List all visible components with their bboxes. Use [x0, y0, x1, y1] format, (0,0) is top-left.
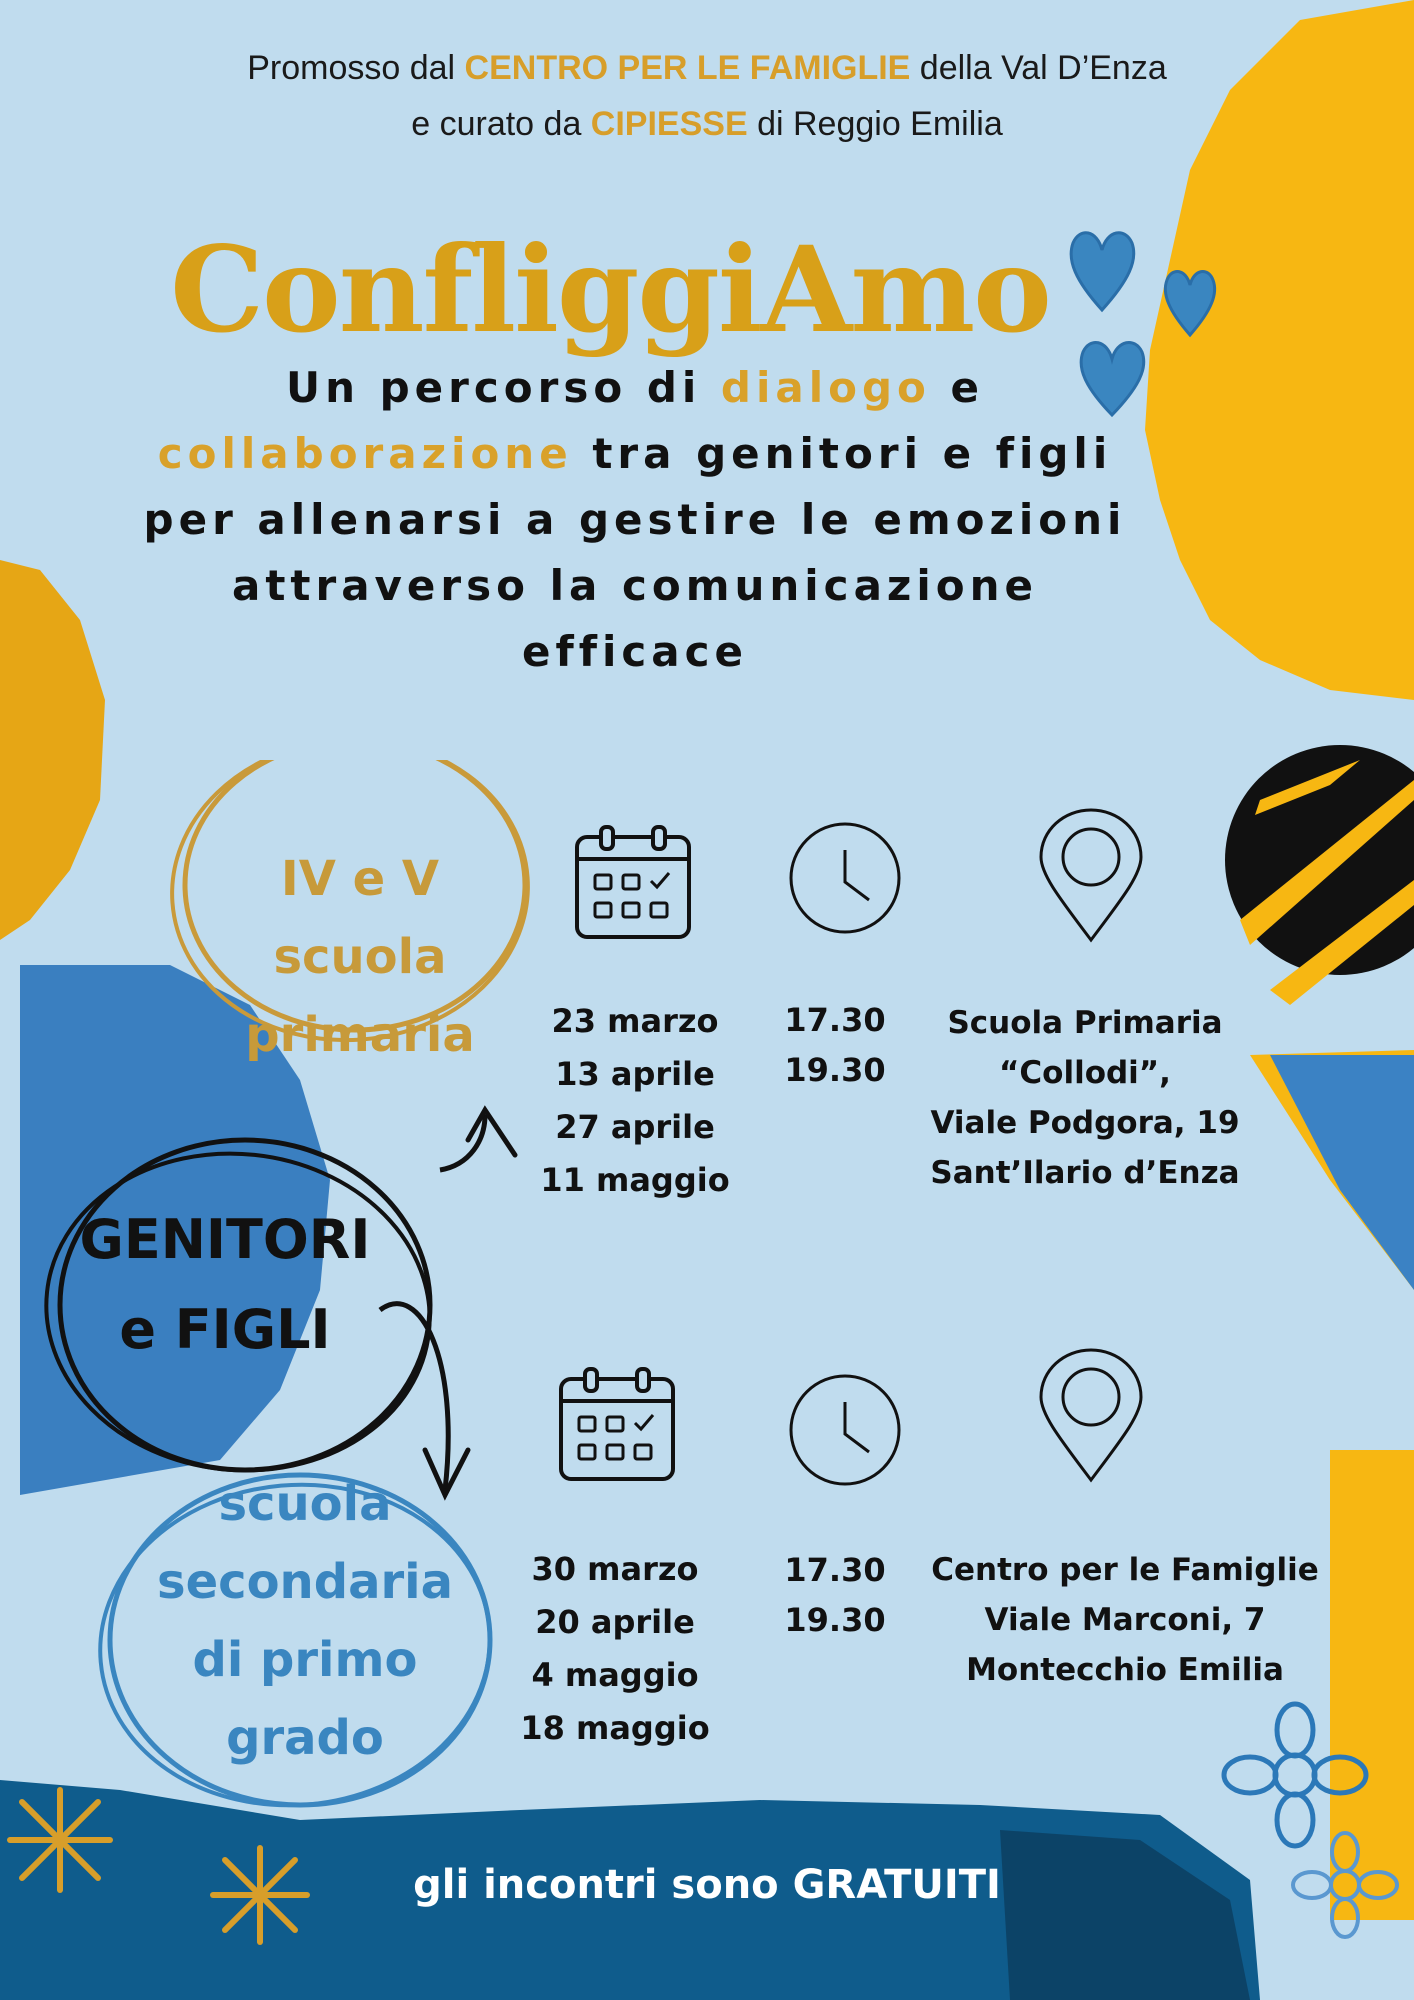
calendar-icon — [557, 1365, 677, 1485]
session2-place: Centro per le Famiglie Viale Marconi, 7 Montecchio Emilia — [931, 1552, 1319, 1688]
free-events-note: gli incontri sono GRATUITI — [413, 1862, 1001, 1908]
session2-dates: 30 marzo 20 aprile 4 maggio 18 maggio — [520, 1550, 710, 1747]
location-pin-icon — [1036, 1345, 1146, 1485]
promoter-line-2: e curato da CIPIESSE di Reggio Emilia — [411, 105, 1003, 143]
secondary-group-label: scuola secondaria di primo grado — [157, 1476, 453, 1766]
event-subtitle: Un percorso di dialogo e collaborazione tra genitori e figli per allenarsi a gestire le emozioni attraverso la comunicazione efficace — [143, 363, 1127, 676]
heart-icon — [1065, 225, 1140, 315]
session1-times: 17.30 19.30 — [784, 1001, 886, 1089]
session1-dates: 23 marzo 13 aprile 27 aprile 11 maggio — [540, 1002, 730, 1199]
clock-icon — [787, 1372, 903, 1488]
center-group-label: GENITORI e FIGLI — [79, 1208, 371, 1361]
clock-icon — [787, 820, 903, 936]
location-pin-icon — [1036, 805, 1146, 945]
event-title: ConfliggiAmo — [170, 220, 1050, 359]
flower-icon — [1220, 1700, 1370, 1850]
heart-icon — [1160, 265, 1220, 340]
primary-group-label: IV e V scuola primaria — [245, 851, 475, 1063]
calendar-icon — [573, 823, 693, 943]
promoter-line-1: Promosso dal CENTRO PER LE FAMIGLIE della Val D’Enza — [247, 49, 1167, 87]
session1-place: Scuola Primaria “Collodi”, Viale Podgora, 19 Sant’Ilario d’Enza — [930, 1005, 1240, 1191]
session2-times: 17.30 19.30 — [784, 1551, 886, 1639]
